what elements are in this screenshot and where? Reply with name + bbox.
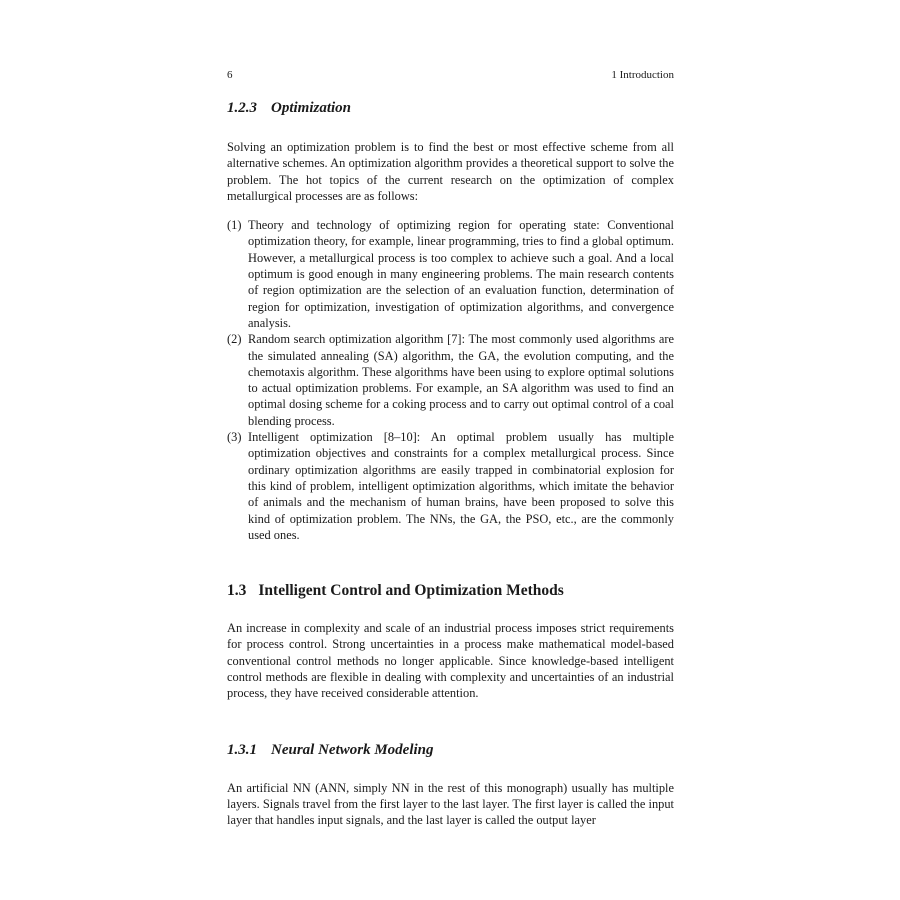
list-item	[227, 429, 674, 543]
list-item-text: Intelligent optimization [8–10]: An optimal problem usually has multiple optimization objectives and constraints for a complex metallurgical process. Since ordinary optimization algorithms are easily trapped in combinatorial explosion for this kind of problem, intelligent optimization algorithms, which imitate the behavior of animals and the mechanism of human brains, have been proposed to solve this kind of optimization problem. The NNs, the GA, the PSO, etc., are the commonly used ones.	[248, 430, 674, 542]
section-title: Optimization	[271, 100, 352, 116]
paragraph-neural-network: An artificial NN (ANN, simply NN in the rest of this monograph) usually has multiple layers. Signals travel from the first layer to the last layer. The first layer is called the input layer that handles input signals, and the last layer is called the output layer	[227, 780, 674, 828]
list-item-text: Theory and technology of optimizing region for operating state: Conventional optimization theory, for example, linear programming, tries to find a global optimum. However, a metallurgical process is too complex to achieve such a goal. And a local optimum is good enough in many engineering problems. The main research contents of region optimization are the selection of an evaluation function, determination of region for optimization, investigation of optimization algorithms, and convergence analysis.	[248, 218, 674, 330]
section-heading-1-2-3	[227, 99, 674, 117]
section-title: Neural Network Modeling	[271, 741, 434, 758]
list-item-text: Random search optimization algorithm [7]: The most commonly used algorithms are the simulated annealing (SA) algorithm, the GA, the evolution computing, and the chemotaxis algorithm. These algorithms have been using to explore optimal solutions to actual optimization problems. For example, an SA algorithm was used to find an optimal dosing scheme for a coking process and to carry out optimal control of a coal blending process.	[248, 332, 674, 428]
page-number: 6	[227, 69, 233, 81]
running-title: 1 Introduction	[611, 69, 674, 81]
section-heading-1-3-1	[227, 741, 674, 759]
section-number: 1.3	[227, 582, 247, 600]
list-marker: (2)	[227, 332, 242, 347]
section-title: Intelligent Control and Optimization Methods	[258, 582, 564, 600]
section-number: 1.2.3	[227, 100, 257, 116]
page-content	[227, 99, 674, 829]
list-marker: (1)	[227, 218, 242, 233]
section-heading-1-3	[227, 582, 674, 600]
optimization-topics-list	[227, 217, 674, 543]
list-item	[227, 331, 674, 429]
section-number: 1.3.1	[227, 741, 257, 758]
list-marker: (3)	[227, 430, 242, 445]
paragraph-intelligent-control: An increase in complexity and scale of an industrial process imposes strict requirements for process control. Strong uncertainties in a process make mathematical model-based conventional control methods no longer applicable. Since knowledge-based intelligent control methods are flexible in dealing with complexity and uncertainties of an industrial process, they have received considerable attention.	[227, 621, 674, 701]
list-item	[227, 217, 674, 331]
paragraph-optimization-intro: Solving an optimization problem is to find the best or most effective scheme from all alternative schemes. An optimization algorithm provides a theoretical support to solve the problem. The hot topics of the current research on the optimization of complex metallurgical processes are as follows:	[227, 140, 674, 203]
